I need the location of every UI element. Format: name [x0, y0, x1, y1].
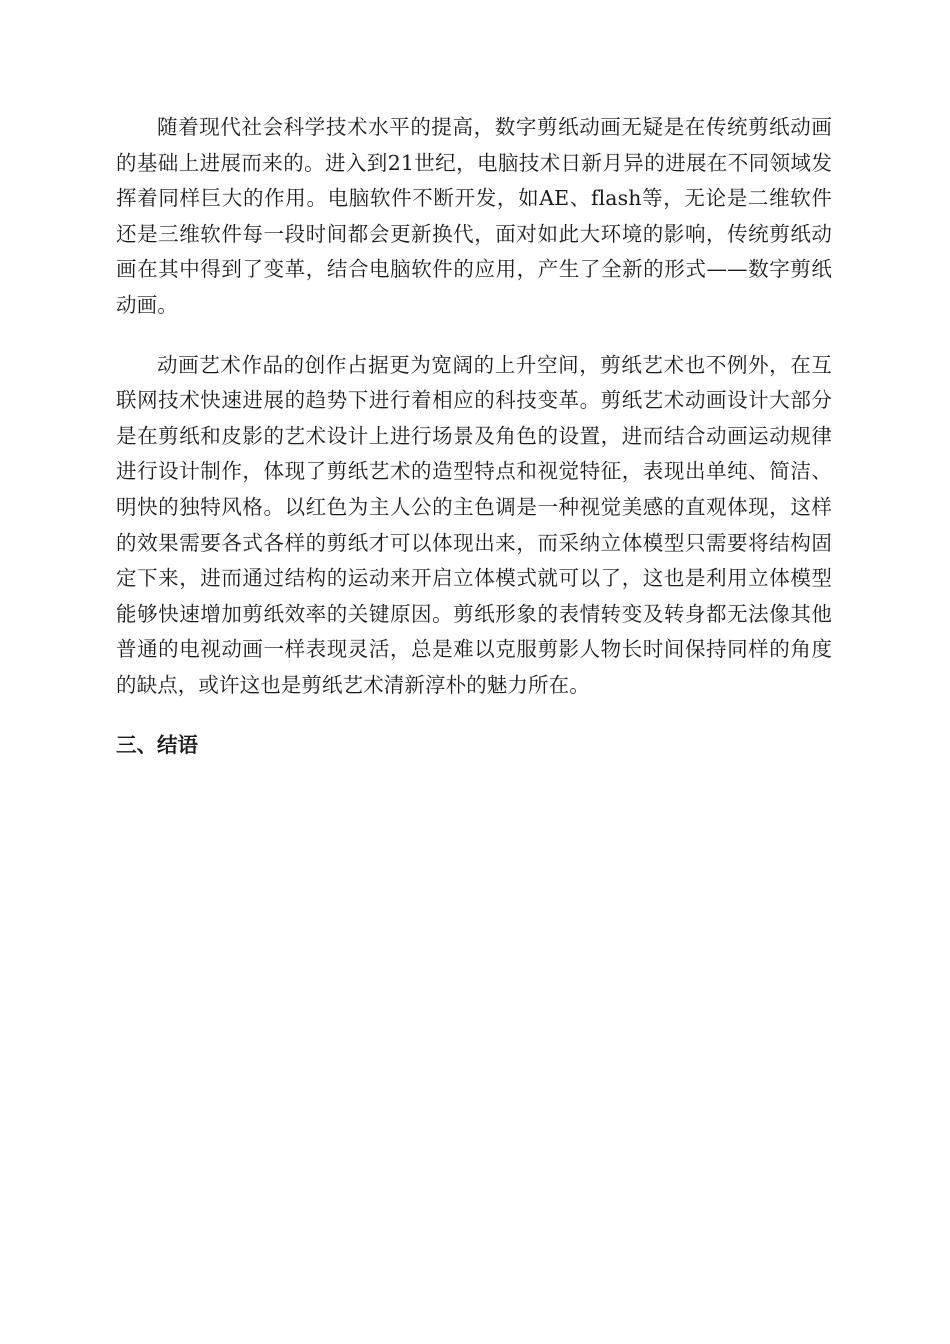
document-page	[116, 110, 832, 762]
paragraph-digital-papercut: 随着现代社会科学技术水平的提高，数字剪纸动画无疑是在传统剪纸动画的基础上进展而来的。进入到21世纪，电脑技术日新月异的进展在不同领域发挥着同样巨大的作用。电脑软件不断开发，如AE、flash等，无论是二维软件还是三维软件每一段时间都会更新换代，面对如此大环境的影响，传统剪纸动画在其中得到了变革，结合电脑软件的应用，产生了全新的形式——数字剪纸动画。	[116, 115, 832, 317]
section-heading-conclusion: 三、结语	[116, 732, 198, 757]
paragraph-papercut-art-design: 动画艺术作品的创作占据更为宽阔的上升空间，剪纸艺术也不例外，在互联网技术快速进展的趋势下进行着相应的科技变革。剪纸艺术动画设计大部分是在剪纸和皮影的艺术设计上进行场景及角色的设置，进而结合动画运动规律进行设计制作，体现了剪纸艺术的造型特点和视觉特征，表现出单纯、简洁、明快的独特风格。以红色为主人公的主色调是一种视觉美感的直观体现，这样的效果需要各式各样的剪纸才可以体现出来，而采纳立体模型只需要将结构固定下来，进而通过结构的运动来开启立体模式就可以了，这也是利用立体模型能够快速增加剪纸效率的关键原因。剪纸形象的表情转变及转身都无法像其他普通的电视动画一样表现灵活，总是难以克服剪影人物长时间保持同样的角度的缺点，或许这也是剪纸艺术清新淳朴的魅力所在。	[116, 352, 832, 697]
